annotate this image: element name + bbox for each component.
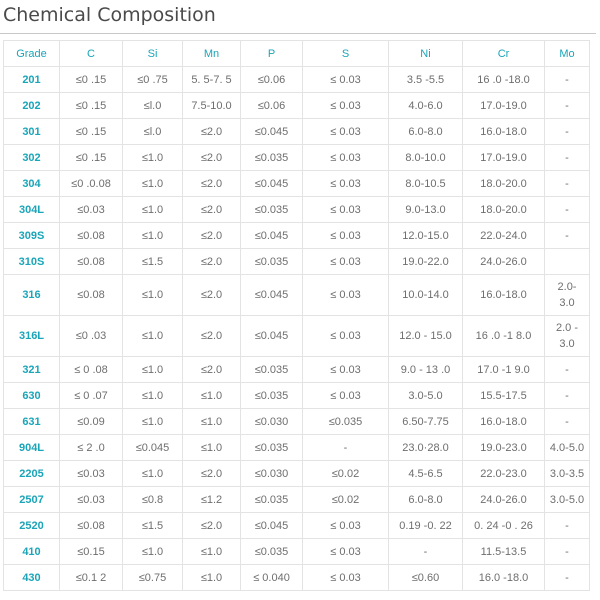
cell-mn: ≤1.0 (183, 565, 241, 591)
column-header-p: P (241, 41, 303, 67)
cell-mo: 2.0- 3.0 (545, 275, 590, 316)
cell-c: ≤0 .03 (60, 316, 123, 357)
cell-c: ≤0 .15 (60, 67, 123, 93)
cell-si: ≤1.0 (123, 539, 183, 565)
cell-grade: 202 (4, 93, 60, 119)
cell-s: ≤0.02 (303, 487, 389, 513)
cell-grade: 304L (4, 197, 60, 223)
table-row (4, 383, 590, 409)
cell-grade: 904L (4, 435, 60, 461)
cell-mn: ≤2.0 (183, 145, 241, 171)
cell-c: ≤0.1 2 (60, 565, 123, 591)
table-row (4, 461, 590, 487)
cell-s: ≤ 0.03 (303, 223, 389, 249)
cell-p: ≤0.045 (241, 119, 303, 145)
cell-mo: - (545, 565, 590, 591)
cell-si: ≤1.0 (123, 171, 183, 197)
cell-c: ≤0.03 (60, 461, 123, 487)
column-header-si: Si (123, 41, 183, 67)
cell-mo: - (545, 145, 590, 171)
cell-s: ≤ 0.03 (303, 357, 389, 383)
cell-ni: 19.0-22.0 (389, 249, 463, 275)
cell-cr: 17.0 -1 9.0 (463, 357, 545, 383)
cell-ni: 6.50-7.75 (389, 409, 463, 435)
cell-grade: 2507 (4, 487, 60, 513)
cell-c: ≤0.08 (60, 223, 123, 249)
cell-mo: 4.0-5.0 (545, 435, 590, 461)
cell-grade: 310S (4, 249, 60, 275)
column-header-c: C (60, 41, 123, 67)
cell-cr: 17.0-19.0 (463, 145, 545, 171)
cell-ni: 4.5-6.5 (389, 461, 463, 487)
cell-ni: 3.0-5.0 (389, 383, 463, 409)
cell-mo: 3.0-3.5 (545, 461, 590, 487)
cell-p: ≤0.030 (241, 409, 303, 435)
cell-si: ≤1.5 (123, 249, 183, 275)
cell-p: ≤0.035 (241, 145, 303, 171)
cell-cr: 17.0-19.0 (463, 93, 545, 119)
cell-s: ≤ 0.03 (303, 275, 389, 316)
table-row (4, 145, 590, 171)
table-row (4, 197, 590, 223)
cell-mo: - (545, 513, 590, 539)
cell-c: ≤ 2 .0 (60, 435, 123, 461)
cell-si: ≤1.5 (123, 513, 183, 539)
cell-ni: 6.0-8.0 (389, 487, 463, 513)
cell-si: ≤1.0 (123, 145, 183, 171)
cell-s: ≤ 0.03 (303, 119, 389, 145)
page-title: Chemical Composition (3, 4, 216, 26)
cell-p: ≤ 0.040 (241, 565, 303, 591)
cell-cr: 16.0-18.0 (463, 409, 545, 435)
cell-si: ≤l.0 (123, 93, 183, 119)
cell-mo: - (545, 357, 590, 383)
cell-cr: 16.0 -18.0 (463, 565, 545, 591)
column-header-cr: Cr (463, 41, 545, 67)
cell-p: ≤0.045 (241, 171, 303, 197)
cell-cr: 11.5-13.5 (463, 539, 545, 565)
cell-s: ≤ 0.03 (303, 145, 389, 171)
cell-c: ≤0.09 (60, 409, 123, 435)
table-row (4, 513, 590, 539)
cell-si: ≤1.0 (123, 357, 183, 383)
table-row (4, 249, 590, 275)
cell-grade: 631 (4, 409, 60, 435)
cell-mn: ≤2.0 (183, 461, 241, 487)
cell-grade: 2205 (4, 461, 60, 487)
column-header-ni: Ni (389, 41, 463, 67)
table-row (4, 275, 590, 316)
cell-mn: ≤1.2 (183, 487, 241, 513)
cell-grade: 321 (4, 357, 60, 383)
cell-si: ≤l.0 (123, 119, 183, 145)
cell-mo: - (545, 409, 590, 435)
cell-c: ≤0.08 (60, 249, 123, 275)
cell-p: ≤0.045 (241, 316, 303, 357)
cell-cr: 15.5-17.5 (463, 383, 545, 409)
cell-ni: 10.0-14.0 (389, 275, 463, 316)
cell-s: ≤ 0.03 (303, 93, 389, 119)
cell-mn: ≤1.0 (183, 383, 241, 409)
cell-mn: ≤2.0 (183, 171, 241, 197)
cell-cr: 18.0-20.0 (463, 171, 545, 197)
cell-mn: ≤2.0 (183, 316, 241, 357)
cell-mo: - (545, 67, 590, 93)
cell-mo (545, 249, 590, 275)
cell-ni: 9.0 - 13 .0 (389, 357, 463, 383)
composition-table (3, 40, 590, 591)
cell-mn: ≤2.0 (183, 275, 241, 316)
cell-cr: 0. 24 -0 . 26 (463, 513, 545, 539)
cell-s: ≤0.035 (303, 409, 389, 435)
cell-s: ≤ 0.03 (303, 171, 389, 197)
cell-mn: ≤2.0 (183, 197, 241, 223)
cell-s: ≤ 0.03 (303, 316, 389, 357)
cell-cr: 18.0-20.0 (463, 197, 545, 223)
cell-mn: ≤2.0 (183, 119, 241, 145)
cell-p: ≤0.06 (241, 67, 303, 93)
cell-ni: 9.0-13.0 (389, 197, 463, 223)
cell-mo: - (545, 197, 590, 223)
cell-grade: 630 (4, 383, 60, 409)
cell-p: ≤0.045 (241, 223, 303, 249)
cell-cr: 24.0-26.0 (463, 249, 545, 275)
table-row (4, 223, 590, 249)
cell-si: ≤1.0 (123, 409, 183, 435)
cell-mo: - (545, 383, 590, 409)
cell-mo: - (545, 93, 590, 119)
table-row (4, 539, 590, 565)
cell-ni: 4.0-6.0 (389, 93, 463, 119)
cell-mo: 3.0-5.0 (545, 487, 590, 513)
column-header-mn: Mn (183, 41, 241, 67)
cell-p: ≤0.035 (241, 197, 303, 223)
cell-si: ≤0.75 (123, 565, 183, 591)
cell-ni: 23.0·28.0 (389, 435, 463, 461)
cell-c: ≤0 .15 (60, 119, 123, 145)
cell-p: ≤0.045 (241, 513, 303, 539)
cell-mn: ≤2.0 (183, 513, 241, 539)
cell-ni: 6.0-8.0 (389, 119, 463, 145)
cell-cr: 16 .0 -1 8.0 (463, 316, 545, 357)
cell-ni: 0.19 -0. 22 (389, 513, 463, 539)
cell-mo: - (545, 223, 590, 249)
cell-p: ≤0.035 (241, 357, 303, 383)
table-row (4, 171, 590, 197)
table-row (4, 487, 590, 513)
cell-si: ≤1.0 (123, 197, 183, 223)
cell-mo: 2.0 - 3.0 (545, 316, 590, 357)
cell-p: ≤0.030 (241, 461, 303, 487)
cell-mn: ≤2.0 (183, 223, 241, 249)
cell-si: ≤1.0 (123, 275, 183, 316)
cell-s: ≤0.02 (303, 461, 389, 487)
cell-s: ≤ 0.03 (303, 383, 389, 409)
cell-ni: 8.0-10.0 (389, 145, 463, 171)
column-header-mo: Mo (545, 41, 590, 67)
cell-s: ≤ 0.03 (303, 565, 389, 591)
cell-ni: 12.0-15.0 (389, 223, 463, 249)
cell-mn: ≤1.0 (183, 409, 241, 435)
cell-grade: 316 (4, 275, 60, 316)
cell-c: ≤0.15 (60, 539, 123, 565)
cell-c: ≤0 .0.08 (60, 171, 123, 197)
cell-s: ≤ 0.03 (303, 513, 389, 539)
cell-c: ≤0 .15 (60, 93, 123, 119)
cell-cr: 24.0-26.0 (463, 487, 545, 513)
cell-c: ≤ 0 .08 (60, 357, 123, 383)
cell-grade: 430 (4, 565, 60, 591)
cell-mn: 5. 5-7. 5 (183, 67, 241, 93)
cell-grade: 302 (4, 145, 60, 171)
table-row (4, 67, 590, 93)
cell-p: ≤0.045 (241, 275, 303, 316)
cell-si: ≤0 .75 (123, 67, 183, 93)
cell-cr: 19.0-23.0 (463, 435, 545, 461)
title-divider (0, 33, 596, 34)
cell-ni: 8.0-10.5 (389, 171, 463, 197)
table-row (4, 565, 590, 591)
cell-c: ≤0 .15 (60, 145, 123, 171)
cell-s: ≤ 0.03 (303, 539, 389, 565)
cell-p: ≤0.035 (241, 249, 303, 275)
table-row (4, 435, 590, 461)
cell-mo: - (545, 539, 590, 565)
column-header-grade: Grade (4, 41, 60, 67)
cell-si: ≤0.8 (123, 487, 183, 513)
cell-cr: 16.0-18.0 (463, 275, 545, 316)
cell-ni: - (389, 539, 463, 565)
cell-ni: 3.5 -5.5 (389, 67, 463, 93)
cell-grade: 309S (4, 223, 60, 249)
cell-p: ≤0.035 (241, 383, 303, 409)
cell-cr: 16 .0 -18.0 (463, 67, 545, 93)
cell-mn: ≤2.0 (183, 249, 241, 275)
cell-cr: 22.0-23.0 (463, 461, 545, 487)
cell-mn: ≤1.0 (183, 435, 241, 461)
column-header-s: S (303, 41, 389, 67)
table-row (4, 409, 590, 435)
cell-s: ≤ 0.03 (303, 249, 389, 275)
cell-si: ≤1.0 (123, 461, 183, 487)
cell-grade: 201 (4, 67, 60, 93)
table-row (4, 357, 590, 383)
cell-mo: - (545, 119, 590, 145)
cell-mo: - (545, 171, 590, 197)
cell-cr: 22.0-24.0 (463, 223, 545, 249)
cell-mn: ≤1.0 (183, 539, 241, 565)
cell-p: ≤0.035 (241, 539, 303, 565)
cell-c: ≤0.08 (60, 275, 123, 316)
header-row (4, 41, 590, 67)
cell-s: ≤ 0.03 (303, 197, 389, 223)
cell-ni: ≤0.60 (389, 565, 463, 591)
cell-s: - (303, 435, 389, 461)
cell-c: ≤0.03 (60, 197, 123, 223)
cell-mn: 7.5-10.0 (183, 93, 241, 119)
cell-grade: 2520 (4, 513, 60, 539)
cell-si: ≤1.0 (123, 316, 183, 357)
cell-cr: 16.0-18.0 (463, 119, 545, 145)
table-row (4, 119, 590, 145)
cell-si: ≤0.045 (123, 435, 183, 461)
cell-c: ≤0.08 (60, 513, 123, 539)
table-row (4, 93, 590, 119)
table-row (4, 316, 590, 357)
cell-si: ≤1.0 (123, 223, 183, 249)
cell-grade: 304 (4, 171, 60, 197)
cell-p: ≤0.035 (241, 435, 303, 461)
cell-ni: 12.0 - 15.0 (389, 316, 463, 357)
cell-s: ≤ 0.03 (303, 67, 389, 93)
cell-grade: 410 (4, 539, 60, 565)
cell-grade: 301 (4, 119, 60, 145)
cell-c: ≤0.03 (60, 487, 123, 513)
cell-grade: 316L (4, 316, 60, 357)
cell-c: ≤ 0 .07 (60, 383, 123, 409)
cell-si: ≤1.0 (123, 383, 183, 409)
cell-mn: ≤2.0 (183, 357, 241, 383)
cell-p: ≤0.035 (241, 487, 303, 513)
cell-p: ≤0.06 (241, 93, 303, 119)
